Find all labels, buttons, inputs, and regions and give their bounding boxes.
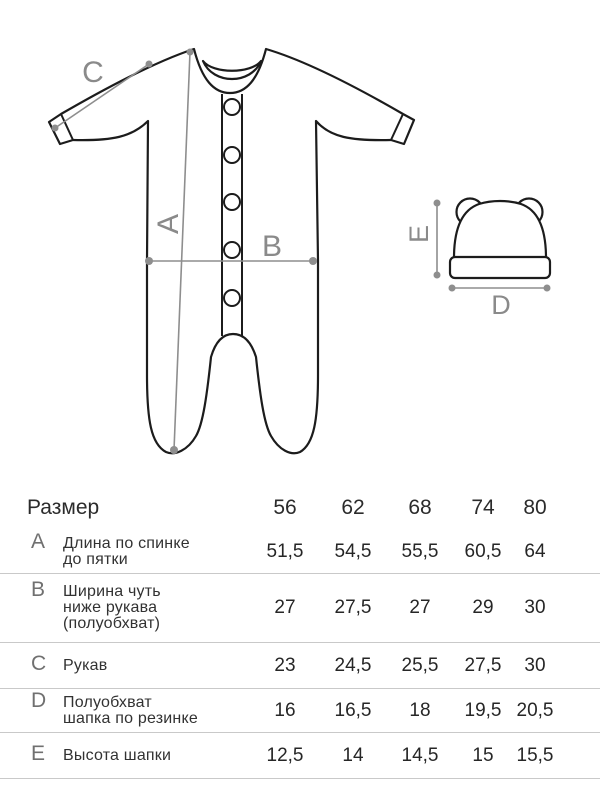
table-row [0,574,600,643]
hat-band [450,257,550,278]
size-value: 55,5 [401,540,439,562]
row-measure-name-line: ниже рукава [63,599,158,616]
row-measure-name-line: Ширина чуть [63,583,161,600]
size-value: 15 [472,744,494,766]
measure-label-e: E [404,224,434,244]
size-header-label: Размер [27,495,100,519]
size-value: 64 [524,540,546,562]
size-table-header [0,485,600,530]
row-label-group [27,578,249,632]
button-1 [224,99,240,115]
measure-dot [52,125,59,132]
button-5 [224,290,240,306]
row-label-group [27,651,249,675]
measure-dot [544,285,551,292]
size-value: 23 [274,654,296,676]
measure-dot [146,61,153,68]
size-value: 18 [409,699,431,721]
size-value: 27 [274,597,296,618]
row-label-group [27,741,249,765]
size-value: 12,5 [266,744,304,766]
size-value: 25,5 [401,654,439,676]
size-column-header: 80 [523,495,547,519]
row-letter: D [31,688,47,712]
size-value: 14,5 [401,744,439,766]
size-column-header: 56 [273,495,297,519]
table-row [0,689,600,733]
size-value: 16,5 [334,699,372,721]
table-row [0,643,600,689]
measure-label-b: B [261,230,283,263]
size-value: 24,5 [334,654,372,676]
measure-dot [170,446,178,454]
row-letter: E [31,741,46,765]
collar-trim [203,61,261,79]
size-value: 15,5 [516,744,554,766]
size-value: 30 [524,597,546,618]
measure-d [449,285,551,321]
row-measure-name-line: Полуобхват [63,693,152,711]
button-2 [224,147,240,163]
row-measure-name-line: Рукав [63,656,108,674]
measure-dot [187,49,194,56]
sleepsuit-drawing [49,49,414,453]
size-value: 60,5 [464,540,502,562]
row-label-group [27,688,249,727]
measure-label-a: A [152,213,185,235]
row-measure-name-line: Длина по спинке [63,534,190,552]
table-row [0,530,600,574]
size-column-header: 74 [471,495,495,519]
measure-dot [434,200,441,207]
hat-dome [454,201,546,258]
button-4 [224,242,240,258]
row-measure-name [63,536,245,568]
row-measure-name-line: шапка по резинке [63,709,198,727]
row-measure-name [63,658,245,674]
row-measure-name-line: до пятки [63,550,128,568]
button-3 [224,194,240,210]
row-measure-name [63,748,245,764]
size-value: 54,5 [334,540,372,562]
row-measure-name-line: (полуобхват) [63,615,161,632]
size-table [0,485,600,779]
size-value: 16 [274,699,296,721]
row-measure-name-line: Высота шапки [63,746,172,764]
measure-label-d: D [491,290,511,320]
measure-dot [434,272,441,279]
row-label-group [27,529,249,568]
size-value: 20,5 [516,699,554,721]
measure-label-c: C [82,56,104,89]
size-value: 30 [524,654,546,676]
size-value: 51,5 [266,540,304,562]
row-letter: C [31,651,47,675]
size-value: 27,5 [334,597,372,618]
size-value: 27 [409,597,431,618]
size-column-header: 62 [341,495,365,519]
measure-dot [309,257,317,265]
row-measure-name [63,695,245,727]
measure-dot [449,285,456,292]
size-value: 27,5 [464,654,502,676]
row-letter: B [31,578,46,601]
row-letter: A [31,529,46,553]
size-value: 14 [342,744,364,766]
table-row [0,733,600,779]
measure-e [404,200,441,279]
measure-dot [145,257,153,265]
size-value: 29 [472,597,494,618]
size-column-header: 68 [408,495,432,519]
row-measure-name [63,584,245,632]
hat-drawing [450,199,550,279]
size-value: 19,5 [464,699,502,721]
